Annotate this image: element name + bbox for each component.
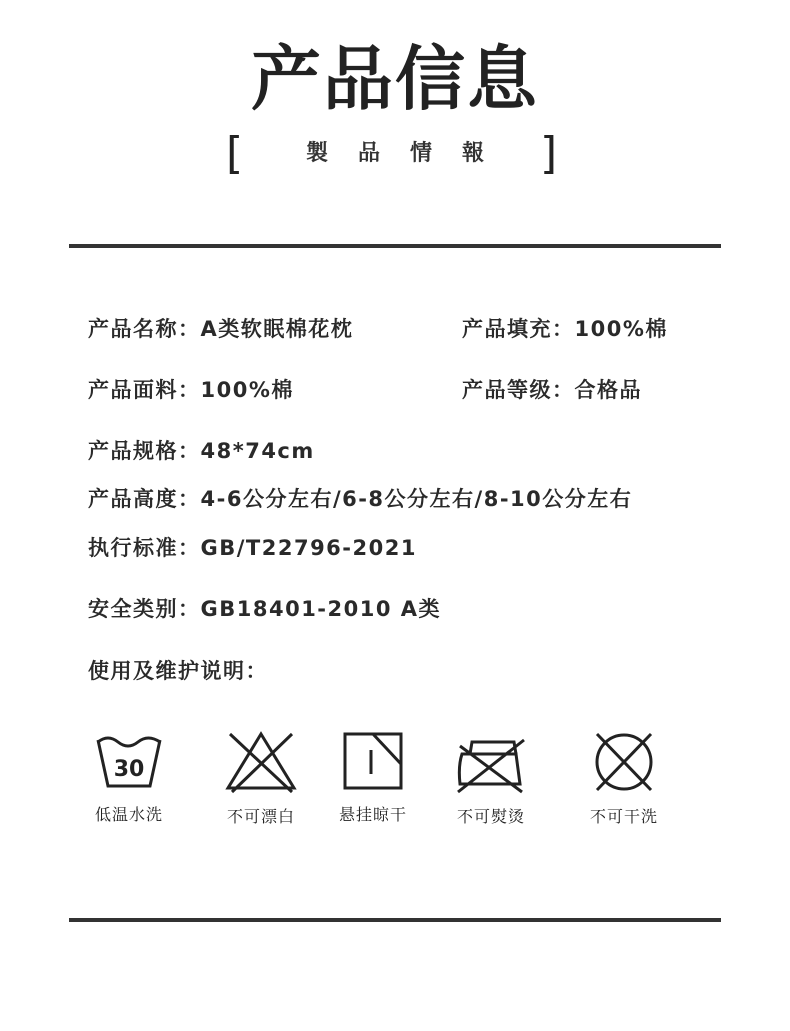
- hang-dry-icon: [341, 730, 405, 792]
- care-item-iron: [436, 730, 546, 827]
- bracket-left: [: [226, 128, 244, 179]
- info-item-height: [88, 484, 632, 514]
- info-label: 执行标准：: [88, 536, 201, 560]
- page-subtitle: 製品情報: [305, 141, 514, 166]
- bracket-right: ]: [540, 128, 558, 179]
- wash-temperature: 30: [113, 757, 145, 782]
- info-label: 产品填充：: [462, 317, 575, 341]
- info-value: GB/T22796-2021: [200, 536, 417, 560]
- no-iron-icon: [454, 730, 528, 794]
- page-title: 产品信息: [251, 38, 539, 120]
- info-item-safety: [88, 594, 441, 624]
- divider-top: [69, 244, 721, 248]
- no-bleach-icon: [224, 730, 298, 794]
- info-value: 100%棉: [200, 378, 294, 402]
- info-label: 产品规格：: [88, 439, 201, 463]
- care-label: 不可熨烫: [456, 807, 525, 826]
- care-item-dry-clean: [569, 730, 679, 827]
- care-label: 低温水洗: [94, 805, 163, 824]
- info-value: 48*74cm: [200, 439, 315, 463]
- info-value: A类软眠棉花枕: [200, 317, 354, 341]
- info-label: 产品名称：: [88, 317, 201, 341]
- info-item-grade: [462, 375, 642, 405]
- care-item-bleach: [206, 730, 316, 827]
- no-dry-clean-icon: [591, 730, 657, 794]
- care-label: 悬挂晾干: [338, 805, 407, 824]
- info-label: 产品面料：: [88, 378, 201, 402]
- wash-30-icon: [94, 730, 164, 792]
- info-value: 合格品: [574, 378, 642, 402]
- info-item-size: [88, 436, 315, 466]
- info-label: 安全类别：: [88, 597, 201, 621]
- divider-bottom: [69, 918, 721, 922]
- care-item-hang-dry: [318, 730, 428, 825]
- info-label: 产品等级：: [462, 378, 575, 402]
- care-label: 不可漂白: [226, 807, 295, 826]
- info-label: 产品高度：: [88, 487, 201, 511]
- info-item-filling: [462, 314, 668, 344]
- info-item-product-name: [88, 314, 353, 344]
- care-heading: 使用及维护说明：: [88, 659, 268, 683]
- care-label: 不可干洗: [589, 807, 658, 826]
- info-item-fabric: [88, 375, 294, 405]
- subtitle-block: [0, 126, 790, 186]
- info-value: GB18401-2010 A类: [200, 597, 442, 621]
- info-item-standard: [88, 533, 417, 563]
- info-value: 4-6公分左右/6-8公分左右/8-10公分左右: [200, 487, 633, 511]
- info-value: 100%棉: [574, 317, 668, 341]
- care-item-wash: [74, 730, 184, 825]
